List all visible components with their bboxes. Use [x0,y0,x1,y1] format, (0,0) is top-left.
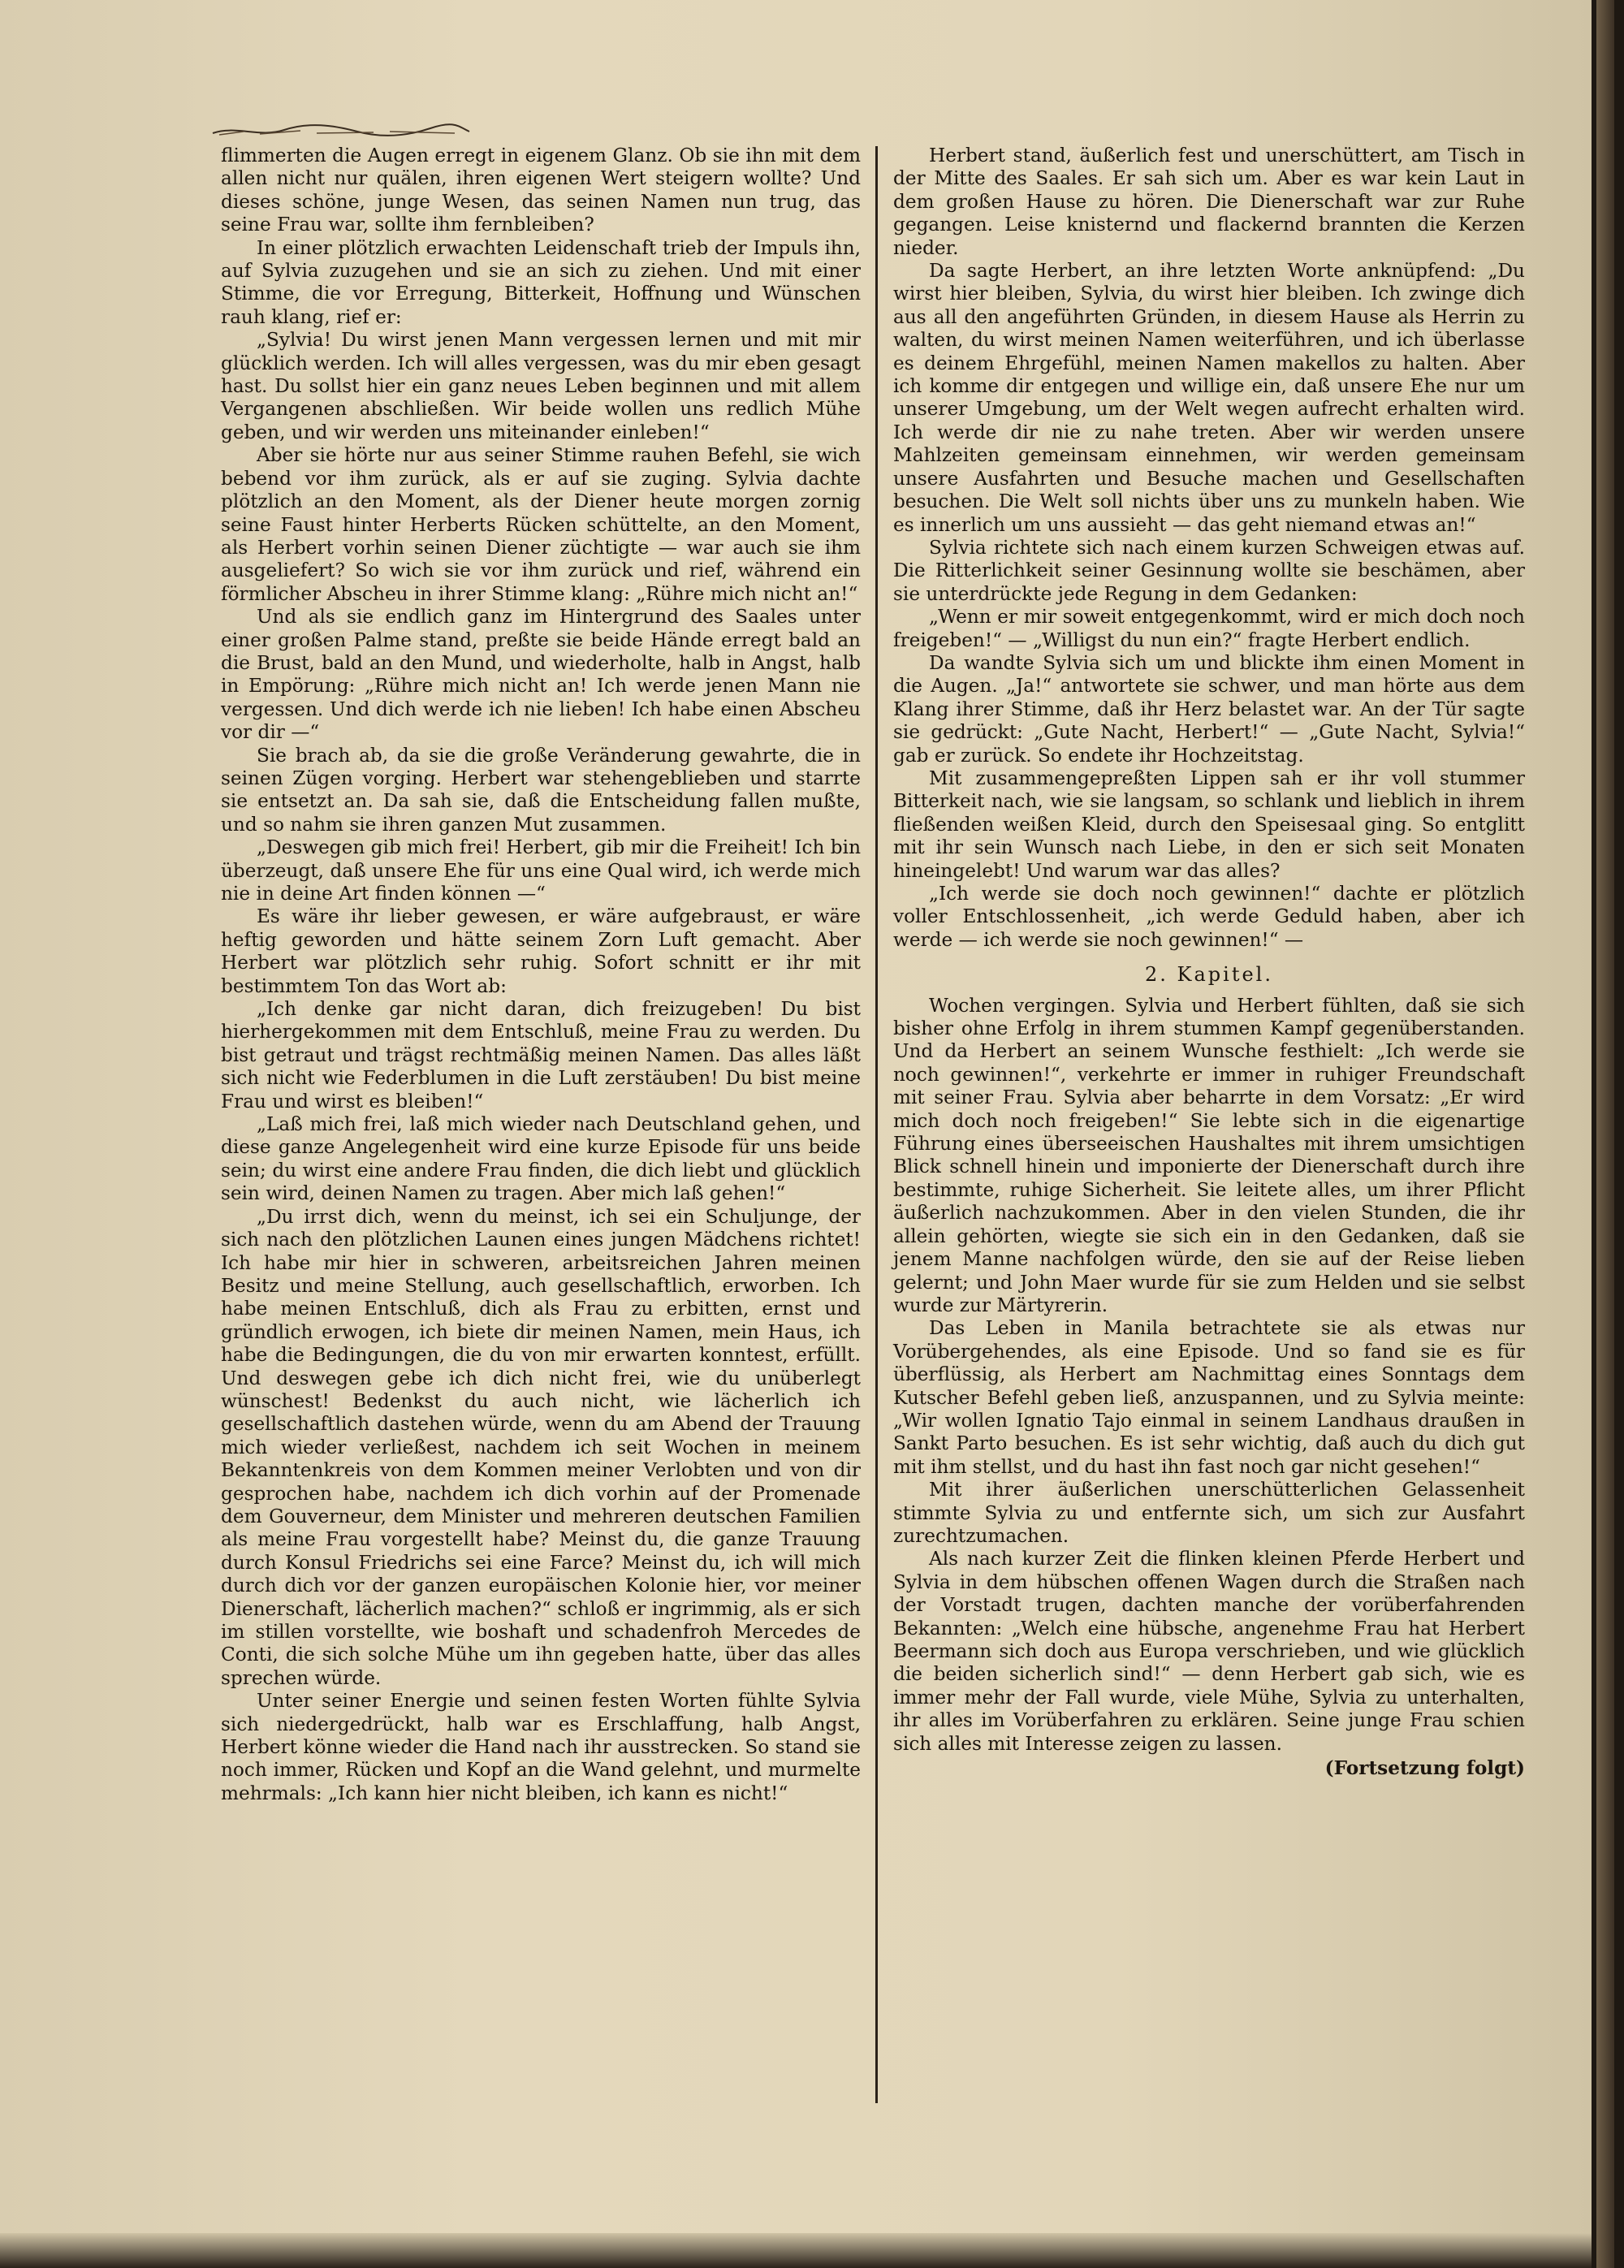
paragraph: „Wenn er mir soweit entgegenkommt, wird er mich doch noch freigeben!“ — „Willigst du nun ein?“ fragte Herbert endlich. [893,606,1525,651]
header-ornament-icon [211,122,471,140]
paragraph: Und als sie endlich ganz im Hintergrund des Saales unter einer großen Palme stand, preßte sie beide Hände erregt bald an die Brust, bald an den Mund, und wiederholte, halb in Angst, halb in Empörung: „Rühre mich nicht an! Ich werde jenen Mann nie vergessen. Und dich werde ich nie lieben! Ich habe einen Abscheu vor dir —“ [221,606,861,744]
paragraph: Herbert stand, äußerlich fest und unerschüttert, am Tisch in der Mitte des Saales. Er sah sich um. Aber es war kein Laut in dem großen Hause zu hören. Die Dienerschaft war zur Ruhe gegangen. Leise knisternd und flackernd brannten die Kerzen nieder. [893,145,1525,259]
paragraph: Mit zusammengepreßten Lippen sah er ihr voll stummer Bitterkeit nach, wie sie langsam, so schlank und lieblich in ihrem fließenden weißen Kleid, durch den Speisesaal ging. So entglitt mit ihr sein Wunsch nach Liebe, in den er sich seit Monaten hineingelebt! Und warum war das alles? [893,767,1525,882]
paragraph: „Laß mich frei, laß mich wieder nach Deutschland gehen, und diese ganze Angelegenheit wird eine kurze Episode für uns beide sein; du wirst eine andere Frau finden, die dich liebt und glücklich sein wird, deinen Namen zu tragen. Aber mich laß gehen!“ [221,1113,861,1205]
paragraph: Mit ihrer äußerlichen unerschütterlichen Gelassenheit stimmte Sylvia zu und entfernte sich, um sich zur Ausfahrt zurechtzumachen. [893,1479,1525,1547]
paragraph: In einer plötzlich erwachten Leidenschaft trieb der Impuls ihn, auf Sylvia zuzugehen und sie an sich zu ziehen. Und mit einer Stimme, die vor Erregung, Bitterkeit, Hoffnung und Wünschen rauh klang, rief er: [221,236,861,328]
paragraph: flimmerten die Augen erregt in eigenem Glanz. Ob sie ihn mit dem allen nicht nur quälen, ihren eigenen Wert steigern wollte? Und dieses schöne, junge Wesen, das seinen Namen nun trug, das seine Frau war, sollte ihm fernbleiben? [221,145,861,236]
paragraph: Aber sie hörte nur aus seiner Stimme rauhen Befehl, sie wich bebend vor ihm zurück, als er auf sie zuging. Sylvia dachte plötzlich an den Moment, als der Diener heute morgen zornig seine Faust hinter Herberts Rücken schüttelte, an den Moment, als Herbert vorhin seinen Diener züchtigte — war auch sie ihm ausgeliefert? So wich sie vor ihm zurück und rief, während ein förmlicher Abscheu in ihrer Stimme klang: „Rühre mich nicht an!“ [221,444,861,605]
paragraph: Sie brach ab, da sie die große Veränderung gewahrte, die in seinen Zügen vorging. Herbert war stehengeblieben und starrte sie entsetzt an. Da sah sie, daß die Entscheidung fallen mußte, und so nahm sie ihren ganzen Mut zusammen. [221,744,861,836]
paragraph: Das Leben in Manila betrachtete sie als etwas nur Vorübergehendes, als eine Episode. Und so fand sie es für überflüssig, als Herbert am Nachmittag eines Sonntags dem Kutscher Befehl geben ließ, anzuspannen, und zu Sylvia meinte: „Wir wollen Ignatio Tajo einmal in seinem Landhaus draußen in Sankt Parto besuchen. Es ist sehr wichtig, daß auch du dich gut mit ihm stellst, und du hast ihn fast noch gar nicht gesehen!“ [893,1317,1525,1478]
column-divider [875,146,878,2103]
paragraph: Da wandte Sylvia sich um und blickte ihm einen Moment in die Augen. „Ja!“ antwortete sie schwer, und man hörte aus dem Klang ihrer Stimme, daß ihr Herz belastet war. An der Tür sagte sie gedrückt: „Gute Nacht, Herbert!“ — „Gute Nacht, Sylvia!“ gab er zurück. So endete ihr Hochzeitstag. [893,651,1525,767]
paragraph: „Ich denke gar nicht daran, dich freizugeben! Du bist hierhergekommen mit dem Entschluß, meine Frau zu werden. Du bist getraut und trägst rechtmäßig meinen Namen. Das alles läßt sich nicht wie Federblumen in die Luft zerstäuben! Du bist meine Frau und wirst es bleiben!“ [221,998,861,1112]
paragraph: „Deswegen gib mich frei! Herbert, gib mir die Freiheit! Ich bin überzeugt, daß unsere Ehe für uns eine Qual wird, ich werde mich nie in deine Art finden können —“ [221,836,861,905]
paragraph: Wochen vergingen. Sylvia und Herbert fühlten, daß sie sich bisher ohne Erfolg in ihrem stummen Kampf gegenüberstanden. Und da Herbert an seinem Wunsche festhielt: „Ich werde sie noch gewinnen!“, verkehrte er immer in ruhiger Freundschaft mit seiner Frau. Sylvia aber beharrte in dem Vorsatz: „Er wird mich doch noch freigeben!“ Sie lebte sich in die eigenartige Führung eines überseeischen Haushaltes mit ihrem umsichtigen Blick schnell hinein und imponierte der Dienerschaft durch ihre bestimmte, ruhige Sicherheit. Sie leitete alles, um ihrer Pflicht äußerlich nachzukommen. Aber in den vielen Stunden, die ihr allein gehörten, wiegte sie sich ein in den Gedanken, daß sie jenem Manne nachfolgen würde, den sie auf der Reise lieben gelernt; und John Maer wurde für sie zum Helden und sie selbst wurde zur Märtyrerin. [893,994,1525,1316]
scan-edge-bottom [0,2233,1592,2268]
adjacent-page-strip [1596,0,1614,2268]
paragraph: Da sagte Herbert, an ihre letzten Worte anknüpfend: „Du wirst hier bleiben, Sylvia, du wirst hier bleiben. Ich zwinge dich aus all den angeführten Gründen, in diesem Hause als Herrin zu walten, du wirst meinen Namen weiterführen, und ich überlasse es deinem Ehrgefühl, meinen Namen makellos zu halten. Aber ich komme dir entgegen und willige ein, daß unsere Ehe nur um unserer Umgebung, um der Welt wegen aufrecht erhalten wird. Ich werde dir nie zu nahe treten. Aber wir werden unsere Mahlzeiten gemeinsam einnehmen, wir werden gemeinsam unsere Ausfahrten und Besuche machen und Gesellschaften besuchen. Die Welt soll nichts über uns zu munkeln haben. Wie es innerlich um uns aussieht — das geht niemand etwas an!“ [893,260,1525,536]
paragraph: Es wäre ihr lieber gewesen, er wäre aufgebraust, er wäre heftig geworden und hätte seinem Zorn Luft gemacht. Aber Herbert war plötzlich sehr ruhig. Sofort schnitt er ihr mit bestimmtem Ton das Wort ab: [221,905,861,997]
paragraph: Sylvia richtete sich nach einem kurzen Schweigen etwas auf. Die Ritterlichkeit seiner Gesinnung wollte sie beschämen, aber sie unterdrückte jede Regung in dem Gedanken: [893,536,1525,605]
paragraph: Unter seiner Energie und seinen festen Worten fühlte Sylvia sich niedergedrückt, halb war es Erschlaffung, halb Angst, Herbert könne wieder die Hand nach ihr ausstrecken. So stand sie noch immer, Rücken und Kopf an die Wand gelehnt, und murmelte mehrmals: „Ich kann hier nicht bleiben, ich kann es nicht!“ [221,1690,861,1804]
chapter-heading: 2. Kapitel. [1145,963,1273,987]
paragraph: Als nach kurzer Zeit die flinken kleinen Pferde Herbert und Sylvia in dem hübschen offenen Wagen durch die Straßen nach der Vorstadt trugen, dachten manche der vorüberfahrenden Bekannten: „Welch eine hübsche, angenehme Frau hat Herbert Beermann sich doch aus Europa verschrieben, und wie glücklich die beiden sicherlich sind!“ — denn Herbert gab sich, wie es immer mehr der Fall wurde, viele Mühe, Sylvia zu unterhalten, ihr alles im Vorüberfahren zu erklären. Seine junge Frau schien sich alles mit Interesse zeigen zu lassen. [893,1548,1525,1755]
right-column [893,145,1525,1780]
paragraph: „Du irrst dich, wenn du meinst, ich sei ein Schuljunge, der sich nach den plötzlichen Launen eines jungen Mädchens richtet! Ich habe mir hier in schweren, arbeitsreichen Jahren meinen Besitz und meine Stellung, auch gesellschaftlich, erworben. Ich habe meinen Entschluß, dich als Frau zu erbitten, ernst und gründlich erwogen, ich biete dir meinen Namen, mein Haus, ich habe die Bedingungen, die du von mir erwarten konntest, erfüllt. Und deswegen gebe ich dich nicht frei, wie du unüberlegt wünschest! Bedenkst du auch nicht, wie lächerlich ich gesellschaftlich dastehen würde, wenn du am Abend der Trauung mich wieder verließest, nachdem ich seit Wochen in meinem Bekanntenkreis von dem Kommen meiner Verlobten und von dir gesprochen habe, nachdem ich dich vorhin auf der Promenade dem Gouverneur, dem Minister und mehreren deutschen Familien als meine Frau vorgestellt habe? Meinst du, die ganze Trauung durch Konsul Friedrichs sei eine Farce? Meinst du, ich will mich durch dich vor der ganzen europäischen Kolonie hier, vor meiner Dienerschaft, lächerlich machen?“ schloß er ingrimmig, als er sich im stillen vorstellte, wie boshaft und schadenfroh Mercedes de Conti, die sich solche Mühe um ihn gegeben hatte, über das alles sprechen würde. [221,1205,861,1689]
continued-note: (Fortsetzung folgt) [1324,1757,1525,1780]
scan-edge-right [1592,0,1624,2268]
paragraph: „Sylvia! Du wirst jenen Mann vergessen lernen und mit mir glücklich werden. Ich will alles vergessen, was du mir eben gesagt hast. Du sollst hier ein ganz neues Leben beginnen und mit allem Vergangenen abschließen. Wir beide wollen uns redlich Mühe geben, und wir werden uns miteinander einleben!“ [221,329,861,443]
paragraph: „Ich werde sie doch noch gewinnen!“ dachte er plötzlich voller Entschlossenheit, „ich werde Geduld haben, aber ich werde — ich werde sie noch gewinnen!“ — [893,883,1525,951]
left-column [221,145,861,1805]
